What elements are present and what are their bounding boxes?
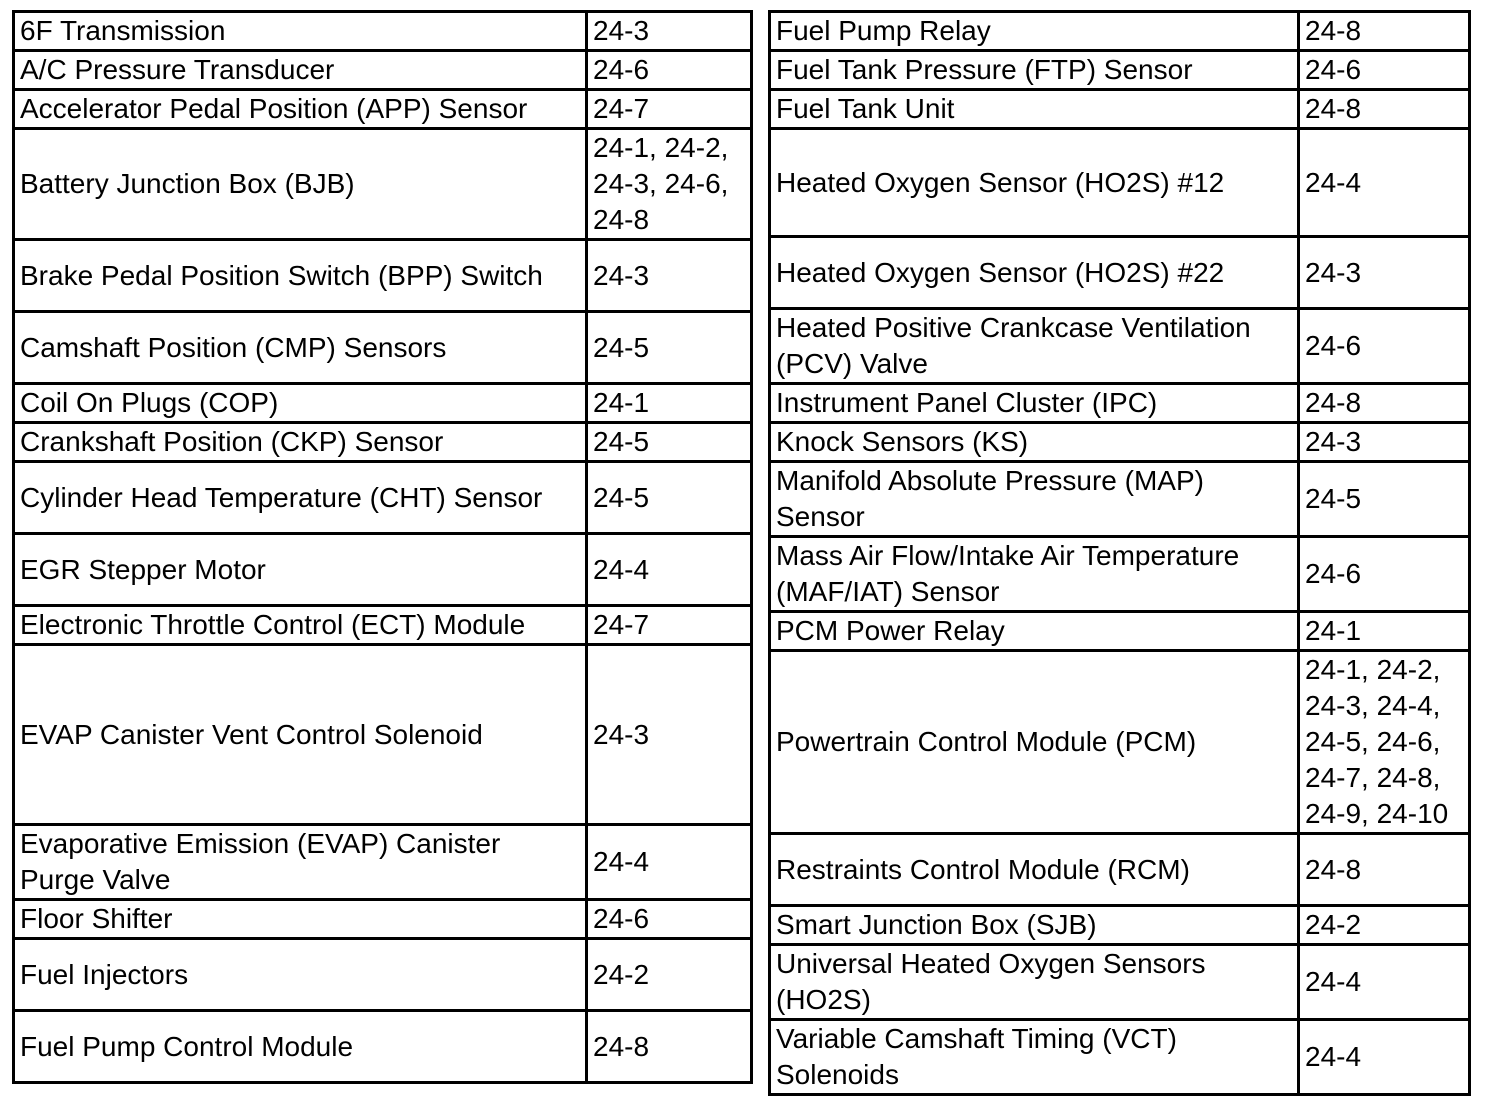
location-cell: 24-6 <box>587 51 752 90</box>
component-name-cell: Knock Sensors (KS) <box>770 423 1299 462</box>
location-cell: 24-8 <box>1299 834 1470 906</box>
location-cell: 24-4 <box>1299 1020 1470 1095</box>
table-row <box>14 606 752 645</box>
component-name-cell: A/C Pressure Transducer <box>14 51 587 90</box>
component-name-cell: Floor Shifter <box>14 900 587 939</box>
component-name-cell: Fuel Injectors <box>14 939 587 1011</box>
table-row <box>770 462 1470 537</box>
location-cell: 24-5 <box>587 462 752 534</box>
location-cell: 24-7 <box>587 90 752 129</box>
location-cell: 24-3 <box>1299 237 1470 309</box>
left-table-body <box>14 12 752 1083</box>
location-cell: 24-4 <box>1299 129 1470 237</box>
table-row <box>14 900 752 939</box>
component-name-cell: Electronic Throttle Control (ECT) Module <box>14 606 587 645</box>
location-cell: 24-4 <box>587 825 752 900</box>
component-name-cell: Accelerator Pedal Position (APP) Sensor <box>14 90 587 129</box>
location-cell: 24-2 <box>587 939 752 1011</box>
table-row <box>14 90 752 129</box>
table-row <box>14 12 752 51</box>
component-name-cell: EGR Stepper Motor <box>14 534 587 606</box>
location-cell: 24-6 <box>1299 309 1470 384</box>
location-cell: 24-6 <box>587 900 752 939</box>
component-name-cell: Fuel Pump Relay <box>770 12 1299 51</box>
table-row <box>14 51 752 90</box>
table-row <box>770 537 1470 612</box>
location-cell: 24-8 <box>1299 90 1470 129</box>
table-row <box>770 237 1470 309</box>
component-name-cell: Restraints Control Module (RCM) <box>770 834 1299 906</box>
component-name-cell: Fuel Tank Unit <box>770 90 1299 129</box>
table-row <box>770 423 1470 462</box>
component-name-cell: PCM Power Relay <box>770 612 1299 651</box>
component-name-cell: Coil On Plugs (COP) <box>14 384 587 423</box>
component-name-cell: Crankshaft Position (CKP) Sensor <box>14 423 587 462</box>
component-name-cell: Heated Oxygen Sensor (HO2S) #22 <box>770 237 1299 309</box>
component-name-cell: Fuel Tank Pressure (FTP) Sensor <box>770 51 1299 90</box>
component-name-cell: Fuel Pump Control Module <box>14 1011 587 1083</box>
table-row <box>14 423 752 462</box>
table-row <box>14 825 752 900</box>
location-cell: 24-3 <box>587 240 752 312</box>
table-row <box>14 240 752 312</box>
location-cell: 24-1 <box>1299 612 1470 651</box>
component-location-table-left <box>12 10 753 1084</box>
location-cell: 24-3 <box>1299 423 1470 462</box>
component-name-cell: Cylinder Head Temperature (CHT) Sensor <box>14 462 587 534</box>
location-cell: 24-5 <box>1299 462 1470 537</box>
table-row <box>770 384 1470 423</box>
table-row <box>770 945 1470 1020</box>
table-row <box>770 612 1470 651</box>
table-row <box>14 129 752 240</box>
table-row <box>14 312 752 384</box>
location-cell: 24-6 <box>1299 51 1470 90</box>
component-name-cell: Battery Junction Box (BJB) <box>14 129 587 240</box>
location-cell: 24-7 <box>587 606 752 645</box>
location-cell: 24-1, 24-2, 24-3, 24-6, 24-8 <box>587 129 752 240</box>
table-row <box>14 534 752 606</box>
component-name-cell: Heated Oxygen Sensor (HO2S) #12 <box>770 129 1299 237</box>
table-row <box>770 906 1470 945</box>
component-name-cell: Universal Heated Oxygen Sensors (HO2S) <box>770 945 1299 1020</box>
component-name-cell: Manifold Absolute Pressure (MAP) Sensor <box>770 462 1299 537</box>
table-row <box>14 1011 752 1083</box>
table-row <box>770 1020 1470 1095</box>
location-cell: 24-8 <box>587 1011 752 1083</box>
location-cell: 24-4 <box>1299 945 1470 1020</box>
component-name-cell: Mass Air Flow/Intake Air Temperature (MAF/IAT) Sensor <box>770 537 1299 612</box>
location-cell: 24-8 <box>1299 12 1470 51</box>
component-name-cell: Heated Positive Crankcase Ventilation (PCV) Valve <box>770 309 1299 384</box>
component-location-table-right <box>768 10 1471 1096</box>
table-row <box>14 462 752 534</box>
component-name-cell: Powertrain Control Module (PCM) <box>770 651 1299 834</box>
location-cell: 24-8 <box>1299 384 1470 423</box>
component-name-cell: Evaporative Emission (EVAP) Canister Purge Valve <box>14 825 587 900</box>
table-row <box>770 129 1470 237</box>
table-row <box>14 939 752 1011</box>
location-cell: 24-1 <box>587 384 752 423</box>
table-row <box>770 651 1470 834</box>
table-row <box>770 90 1470 129</box>
location-cell: 24-1, 24-2, 24-3, 24-4, 24-5, 24-6, 24-7, 24-8, 24-9, 24-10 <box>1299 651 1470 834</box>
table-row <box>770 834 1470 906</box>
table-row <box>14 384 752 423</box>
component-name-cell: 6F Transmission <box>14 12 587 51</box>
location-cell: 24-2 <box>1299 906 1470 945</box>
location-cell: 24-6 <box>1299 537 1470 612</box>
component-name-cell: EVAP Canister Vent Control Solenoid <box>14 645 587 825</box>
component-name-cell: Smart Junction Box (SJB) <box>770 906 1299 945</box>
location-cell: 24-5 <box>587 423 752 462</box>
table-row <box>770 51 1470 90</box>
table-row <box>14 645 752 825</box>
location-cell: 24-5 <box>587 312 752 384</box>
component-name-cell: Camshaft Position (CMP) Sensors <box>14 312 587 384</box>
table-row <box>770 12 1470 51</box>
right-table-body <box>770 12 1470 1095</box>
location-cell: 24-4 <box>587 534 752 606</box>
table-row <box>770 309 1470 384</box>
component-name-cell: Instrument Panel Cluster (IPC) <box>770 384 1299 423</box>
location-cell: 24-3 <box>587 12 752 51</box>
component-name-cell: Brake Pedal Position Switch (BPP) Switch <box>14 240 587 312</box>
component-name-cell: Variable Camshaft Timing (VCT) Solenoids <box>770 1020 1299 1095</box>
location-cell: 24-3 <box>587 645 752 825</box>
